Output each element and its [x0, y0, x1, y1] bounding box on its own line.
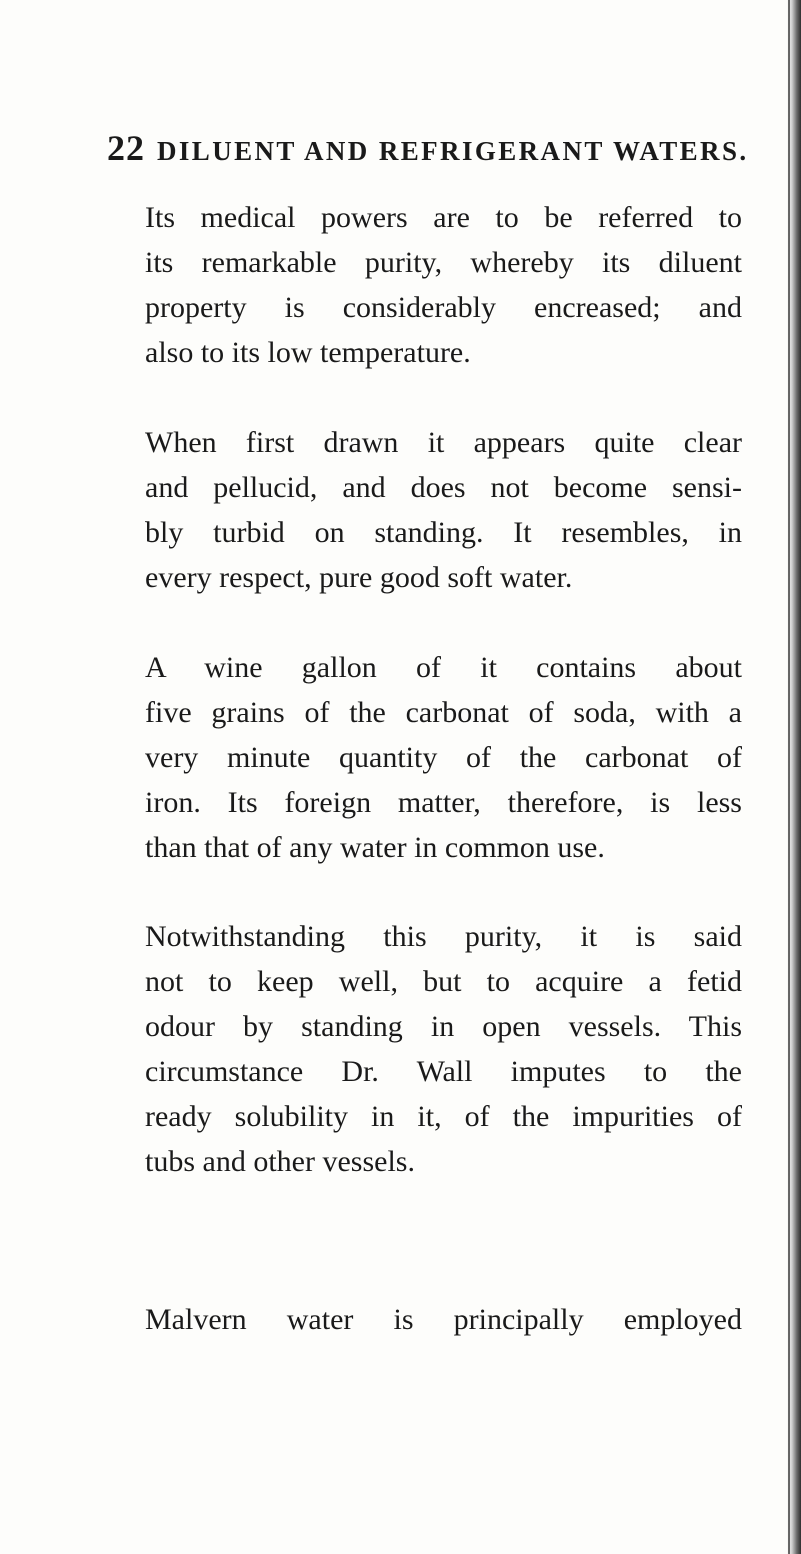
text-line: every respect, pure good soft water. [145, 561, 573, 594]
text-line: Malvern water is principally employed [145, 1303, 742, 1336]
text-line: ready solubility in it, of the impurities of [145, 1100, 742, 1133]
page-number: 22 [107, 128, 145, 168]
text-line: Notwithstanding this purity, it is said [145, 920, 742, 953]
text-line: very minute quantity of the carbonat of [145, 741, 742, 774]
paragraph-2 [145, 420, 742, 600]
text-line: five grains of the carbonat of soda, with a [145, 696, 742, 729]
text-line: tubs and other vessels. [145, 1145, 415, 1178]
paragraph-5 [145, 1297, 742, 1342]
text-line: bly turbid on standing. It resembles, in [145, 516, 742, 549]
running-head: DILUENT AND REFRIGERANT WATERS. [157, 136, 749, 166]
text-line: iron. Its foreign matter, therefore, is less [145, 786, 742, 819]
text-line: A wine gallon of it contains about [145, 651, 742, 684]
text-line: property is considerably encreased; and [145, 291, 742, 324]
text-line: circumstance Dr. Wall imputes to the [145, 1055, 742, 1088]
text-line: not to keep well, but to acquire a fetid [145, 965, 742, 998]
paragraph-3 [145, 645, 742, 870]
text-line: and pellucid, and does not become sensi- [145, 471, 742, 504]
text-line: odour by standing in open vessels. This [145, 1010, 742, 1043]
page-header [107, 127, 747, 183]
text-line: its remarkable purity, whereby its diluent [145, 246, 742, 279]
paragraph-1 [145, 195, 742, 375]
text-line: Its medical powers are to be referred to [145, 201, 742, 234]
text-line: than that of any water in common use. [145, 831, 605, 864]
paragraph-4 [145, 914, 742, 1184]
page-edge-line [788, 0, 790, 1554]
text-line: also to its low temperature. [145, 336, 471, 369]
text-line: When first drawn it appears quite clear [145, 426, 742, 459]
